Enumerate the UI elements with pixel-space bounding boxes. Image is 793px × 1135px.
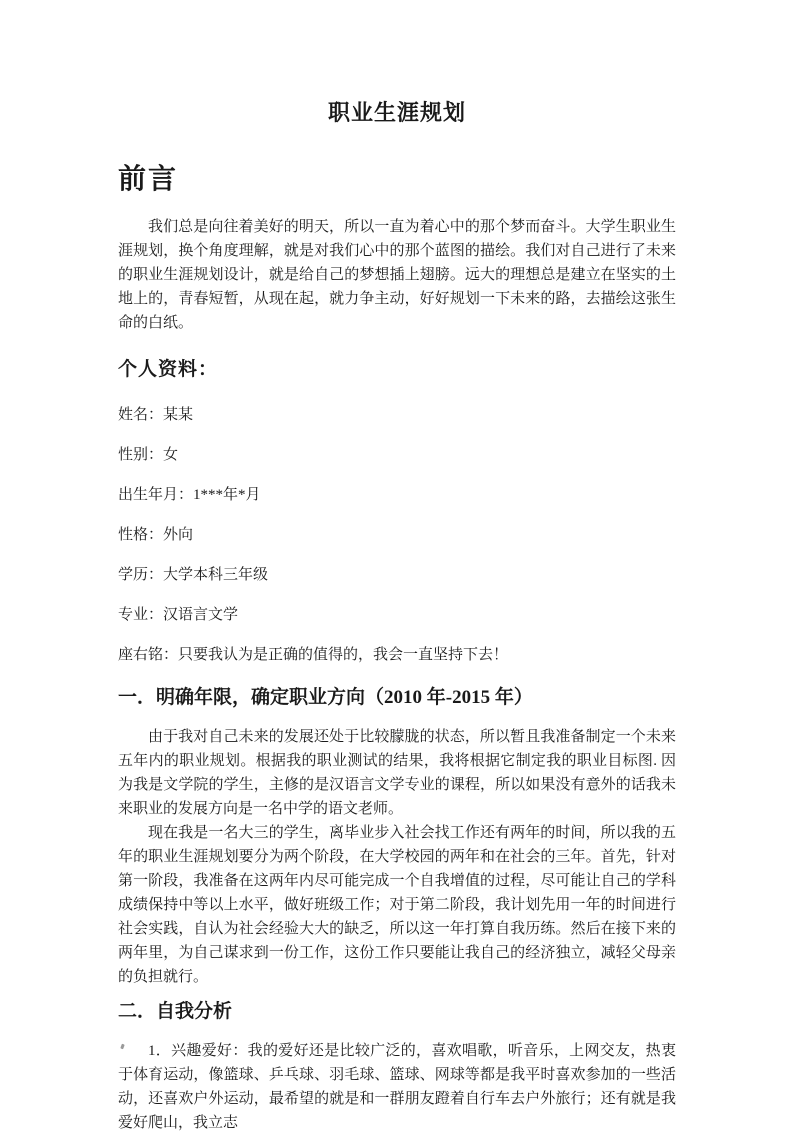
profile-item-education: 学历：大学本科三年级 <box>118 567 269 583</box>
section-2-paragraph-1: 1．兴趣爱好：我的爱好还是比较广泛的，喜欢唱歌，听音乐，上网交友，热衷于体育运动，像篮球、乒乓球、羽毛球、篮球、网球等都是我平时喜欢参加的一些活动，还喜欢户外运动，最希望的就是和一群朋友蹬着自行车去户外旅行；还有就是我爱好爬山，我立志 <box>118 1043 676 1131</box>
profile-heading: 个人资料： <box>118 359 219 380</box>
profile-list <box>118 403 676 667</box>
profile-item-motto: 座右铭：只要我认为是正确的值得的，我会一直坚持下去！ <box>118 647 509 663</box>
section-1-paragraph-1: 由于我对自己未来的发展还处于比较朦胧的状态，所以暂且我准备制定一个未来五年内的职业规划。根据我的职业测试的结果，我将根据它制定我的职业目标图. 因为我是文学院的学生，主修的是汉语言文学专业的课程，所以如果没有意外的话我未来职业的发展方向是一名中学的语文老师。 <box>118 729 676 817</box>
profile-item-major: 专业：汉语言文学 <box>118 607 239 623</box>
profile-item-personality: 性格：外向 <box>118 527 194 543</box>
section-1-paragraph-2: 现在我是一名大三的学生，离毕业步入社会找工作还有两年的时间，所以我的五年的职业生涯规划要分为两个阶段，在大学校园的两年和在社会的三年。首先，针对第一阶段，我准备在这两年内尽可能完成一个自我增值的过程，尽可能让自己的学科成绩保持中等以上水平，做好班级工作；对于第二阶段，我计划先用一年的时间进行社会实践，自认为社会经验大大的缺乏，所以这一年打算自我历练。然后在接下来的两年里，为自己谋求到一份工作，这份工作只要能让我自己的经济独立，减轻父母亲的负担就行。 <box>118 825 676 985</box>
preface-paragraph: 我们总是向往着美好的明天，所以一直为着心中的那个梦而奋斗。大学生职业生涯规划，换个角度理解，就是对我们心中的那个蓝图的描绘。我们对自己进行了未来的职业生涯规划设计，就是给自己的梦想插上翅膀。远大的理想总是建立在坚实的土地上的，青春短暂，从现在起，就力争主动，好好规划一下未来的路，去描绘这张生命的白纸。 <box>118 219 676 331</box>
section-1-heading: 一．明确年限，确定职业方向（2010 年-2015 年） <box>118 687 533 708</box>
preface-heading: 前言 <box>118 164 179 195</box>
profile-item-gender: 性别：女 <box>118 447 179 463</box>
section-2-heading: 二．自我分析 <box>118 1001 233 1022</box>
profile-item-name: 姓名：某某 <box>118 407 194 423</box>
document-title: 职业生涯规划 <box>327 100 466 125</box>
profile-item-birth: 出生年月：1***年*月 <box>118 487 261 503</box>
